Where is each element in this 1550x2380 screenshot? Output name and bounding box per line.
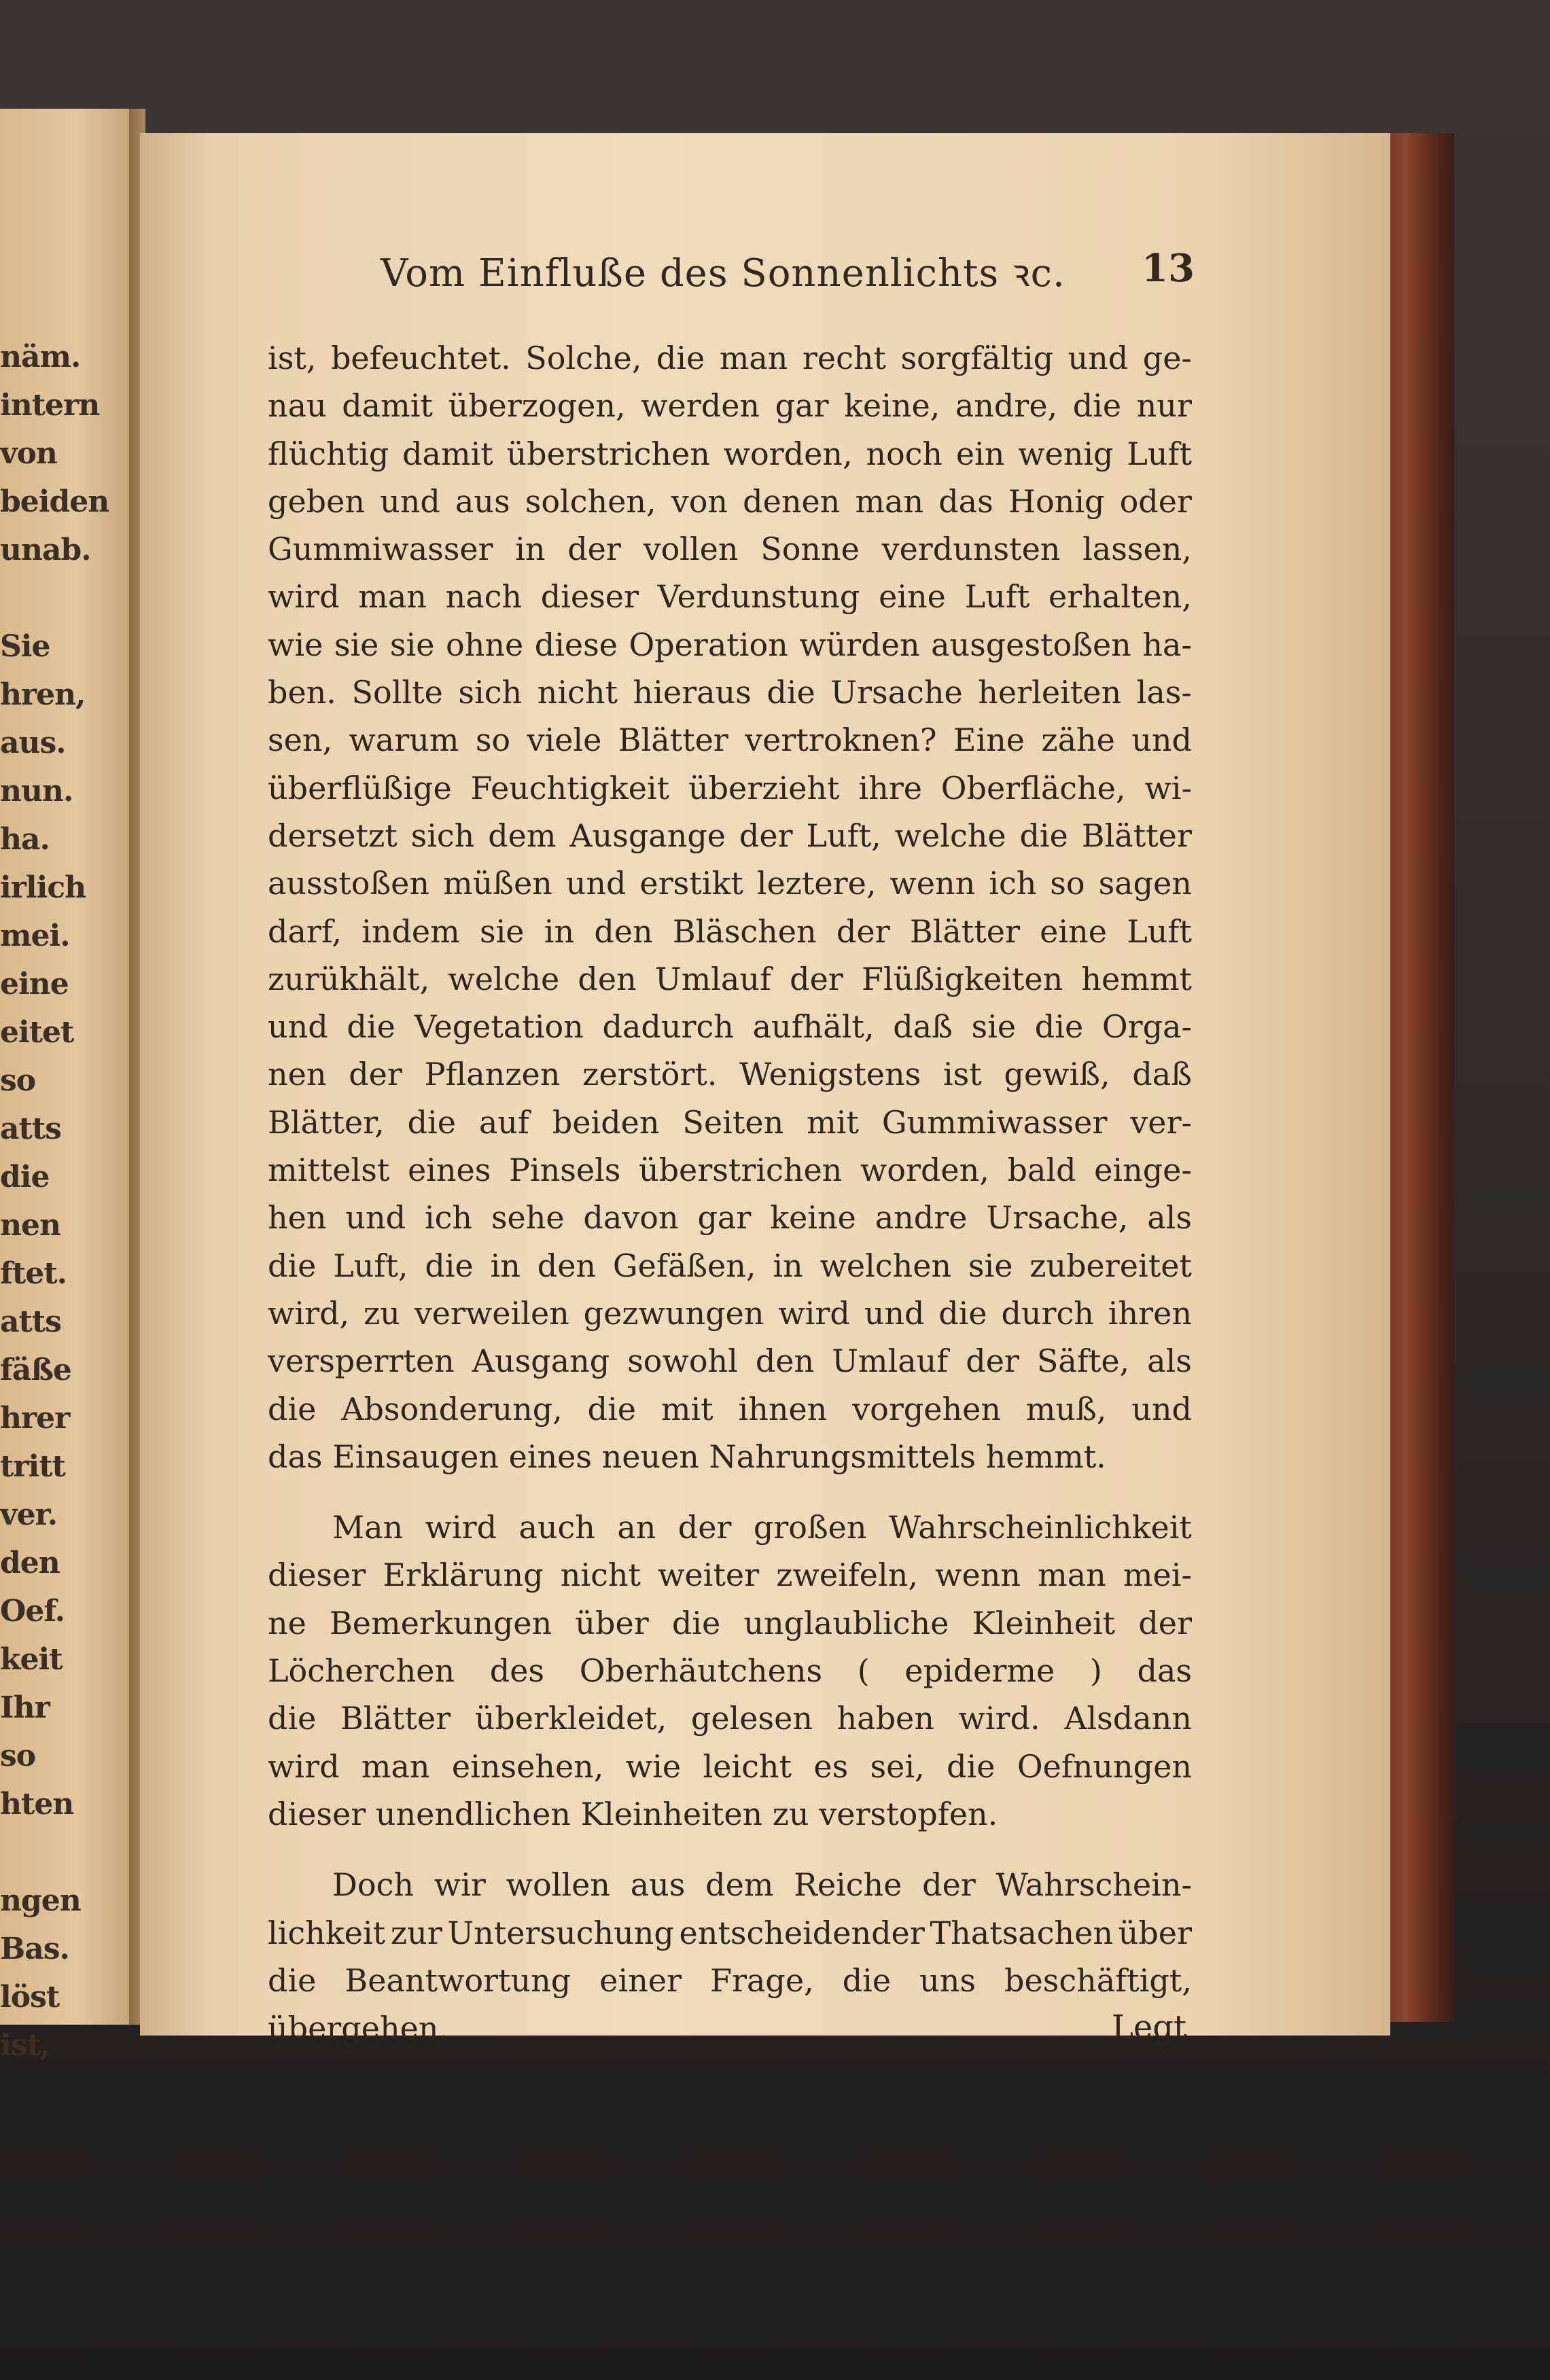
- text-line: überflüßige Feuchtigkeit überzieht ihre Oberfläche, wi-: [268, 769, 1192, 806]
- text-line: ne Bemerkungen über die unglaubliche Kleinheit der: [268, 1604, 1192, 1641]
- paragraph-2: [268, 1504, 1192, 1838]
- page-number: 13: [1142, 246, 1195, 291]
- text-line: Man wird auch an der großen Wahrscheinlichkeit: [332, 1509, 1192, 1546]
- paragraph-1: [268, 334, 1192, 1480]
- left-page-edge: [0, 109, 129, 2063]
- text-line: wird, zu verweilen gezwungen wird und die durch ihren: [268, 1294, 1192, 1332]
- left-page-fragment: löst: [0, 1980, 60, 2014]
- left-page-fragment: den: [0, 1546, 60, 1580]
- book-cover-edge: [1379, 133, 1454, 2022]
- left-page-fragment: Sie: [0, 629, 50, 664]
- left-page-fragment: intern: [0, 388, 100, 423]
- text-line: dieser Erklärung nicht weiter zweifeln, wenn man mei-: [268, 1557, 1192, 1594]
- left-page-fragment: eitet: [0, 1015, 74, 1050]
- left-page-fragment: beiden: [0, 484, 109, 519]
- text-line: lichkeit zur Untersuchung entscheidender Thatsachen über: [268, 1914, 1192, 1951]
- left-page-fragment: von: [0, 436, 57, 471]
- text-line: die Absonderung, die mit ihnen vorgehen muß, und: [268, 1390, 1192, 1427]
- left-page-fragment: [0, 574, 129, 622]
- text-line: wird man einsehen, wie leicht es sei, die Oefnungen: [268, 1747, 1192, 1785]
- text-line: Gummiwasser in der vollen Sonne verdunsten lassen,: [268, 531, 1192, 568]
- left-page-fragment: Oef.: [0, 1594, 65, 1629]
- text-line: Blätter, die auf beiden Seiten mit Gummiwasser ver-: [268, 1103, 1192, 1141]
- text-line: Doch wir wollen aus dem Reiche der Wahrschein-: [332, 1866, 1192, 1904]
- left-page-fragment: die: [0, 1160, 50, 1194]
- left-page-fragment: hren,: [0, 677, 86, 712]
- left-page-fragment: ftet.: [0, 1256, 67, 1291]
- text-line: die Blätter überkleidet, gelesen haben wird. Alsdann: [268, 1700, 1192, 1737]
- left-page-fragment: so: [0, 1063, 36, 1098]
- left-page-fragment: unab.: [0, 533, 91, 567]
- text-line: und die Vegetation dadurch aufhält, daß sie die Orga-: [268, 1008, 1192, 1046]
- text-line: wie sie sie ohne diese Operation würden ausgestoßen ha-: [268, 626, 1192, 663]
- text-line: das Einsaugen eines neuen Nahrungsmittels hemmt.: [268, 1438, 1106, 1475]
- left-page-fragment: keit: [0, 1642, 63, 1677]
- text-line: dersetzt sich dem Ausgange der Luft, welche die Blätter: [268, 817, 1192, 854]
- left-page-fragment: hrer: [0, 1401, 70, 1436]
- text-line: versperrten Ausgang sowohl den Umlauf der Säfte, als: [268, 1343, 1192, 1380]
- text-line: die Beantwortung einer Frage, die uns beschäftigt,: [268, 1961, 1192, 1999]
- text-line: ausstoßen müßen und erstikt leztere, wenn ich so sagen: [268, 865, 1192, 902]
- text-line: hen und ich sehe davon gar keine andre Ursache, als: [268, 1199, 1192, 1237]
- left-page-fragment: so: [0, 1739, 36, 1773]
- left-page-fragment: [0, 1828, 129, 1877]
- left-page-fragment: irlich: [0, 870, 86, 905]
- left-page-fragment: Ihr: [0, 1690, 50, 1725]
- text-line: sen, warum so viele Blätter vertroknen? Eine zähe und: [268, 722, 1192, 759]
- text-line: mittelst eines Pinsels überstrichen worden, bald einge-: [268, 1152, 1192, 1189]
- left-page-fragment: ver.: [0, 1497, 58, 1532]
- left-page-fragment: ist,: [0, 2028, 50, 2063]
- left-page-fragment: hten: [0, 1787, 74, 1822]
- text-line: darf, indem sie in den Bläschen der Blätter eine Luft: [268, 912, 1192, 950]
- catchword: Legt: [1112, 2008, 1187, 2046]
- left-page-fragment: ngen: [0, 1883, 81, 1918]
- left-page-fragment: nun.: [0, 774, 73, 809]
- text-line: zurükhält, welche den Umlauf der Flüßigkeiten hemmt: [268, 960, 1192, 997]
- text-line: wird man nach dieser Verdunstung eine Luft erhalten,: [268, 578, 1192, 616]
- text-line: ben. Sollte sich nicht hieraus die Ursache herleiten las-: [268, 674, 1192, 711]
- left-page-fragment: atts: [0, 1304, 61, 1339]
- left-page-fragment: Bas.: [0, 1932, 69, 1966]
- left-page-fragment: mei.: [0, 919, 70, 953]
- page-header: [381, 246, 1264, 307]
- left-page-fragment: fäße: [0, 1353, 71, 1387]
- text-line: dieser unendlichen Kleinheiten zu verstopfen.: [268, 1795, 998, 1832]
- text-line: übergehen.: [268, 2010, 449, 2047]
- running-head: Vom Einfluße des Sonnenlichts ꝛc.: [381, 251, 1065, 296]
- text-line: ist, befeuchtet. Solche, die man recht sorgfältig und ge-: [268, 340, 1192, 376]
- page-body-text: [268, 334, 1192, 2052]
- left-page-fragment: aus.: [0, 726, 66, 760]
- paragraph-3: [268, 1861, 1192, 2052]
- text-line: flüchtig damit überstrichen worden, noch ein wenig Luft: [268, 435, 1192, 472]
- text-line: nen der Pflanzen zerstört. Wenigstens ist gewiß, daß: [268, 1056, 1192, 1093]
- text-line: Löcherchen des Oberhäutchens ( epiderme ) das: [268, 1652, 1192, 1690]
- left-page-text-fragments: [0, 333, 129, 2070]
- left-page-fragment: atts: [0, 1112, 61, 1146]
- text-line: nau damit überzogen, werden gar keine, andre, die nur: [268, 387, 1192, 425]
- text-line: geben und aus solchen, von denen man das Honig oder: [268, 482, 1192, 520]
- left-page-fragment: tritt: [0, 1449, 65, 1484]
- text-line: die Luft, die in den Gefäßen, in welchen sie zubereitet: [268, 1247, 1192, 1284]
- left-page-fragment: näm.: [0, 340, 81, 374]
- left-page-fragment: nen: [0, 1208, 60, 1243]
- left-page-fragment: eine: [0, 967, 69, 1001]
- left-page-fragment: ha.: [0, 822, 50, 857]
